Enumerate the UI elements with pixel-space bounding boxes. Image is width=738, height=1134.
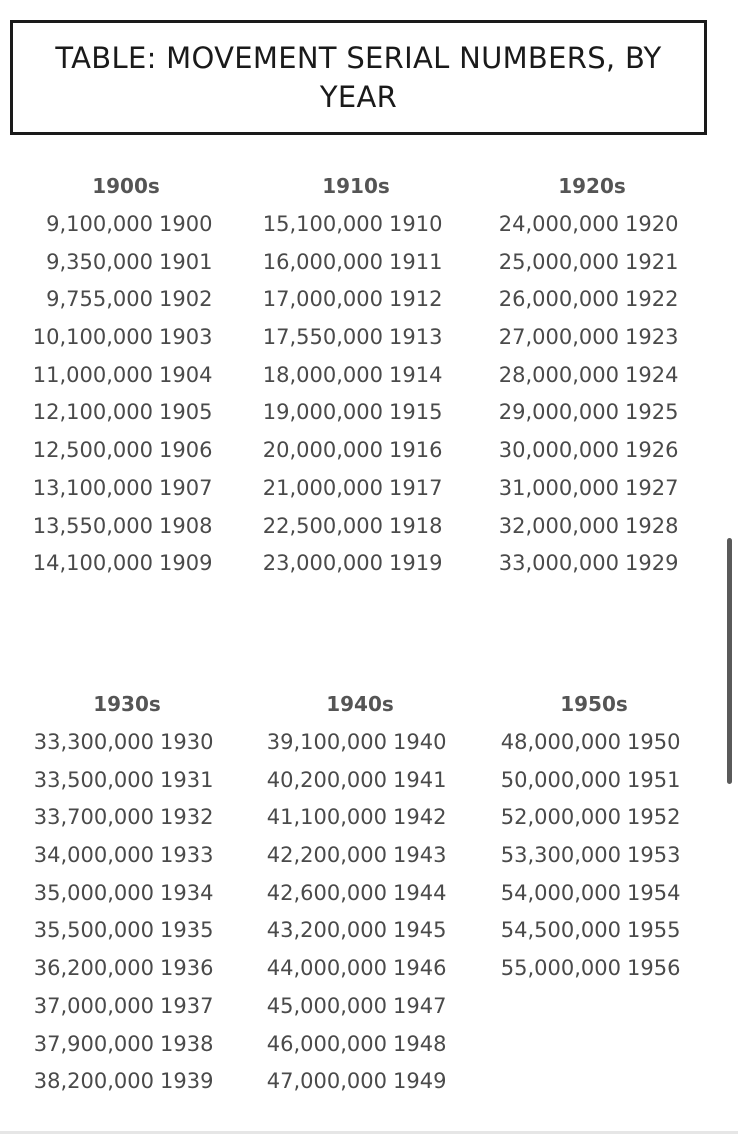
year-value: 1931 bbox=[160, 767, 214, 792]
year-value: 1935 bbox=[160, 918, 214, 943]
serial-number: 12,500,000 bbox=[32, 438, 153, 463]
year-value: 1954 bbox=[627, 880, 681, 905]
table-row bbox=[11, 436, 241, 474]
year-value: 1936 bbox=[160, 956, 214, 981]
year-value: 1950 bbox=[627, 730, 681, 754]
serial-number: 16,000,000 bbox=[262, 249, 383, 274]
decade-rows bbox=[241, 210, 471, 587]
serial-number: 54,000,000 bbox=[500, 880, 621, 905]
year-value: 1927 bbox=[625, 475, 679, 500]
decade-heading: 1950s bbox=[560, 692, 628, 716]
year-value: 1916 bbox=[389, 438, 443, 463]
serial-number: 35,000,000 bbox=[33, 880, 154, 905]
serial-number: 13,550,000 bbox=[32, 513, 153, 538]
table-row bbox=[245, 916, 475, 954]
serial-number: 55,000,000 bbox=[500, 956, 621, 981]
serial-number: 20,000,000 bbox=[262, 438, 383, 463]
year-value: 1900 bbox=[159, 212, 213, 236]
serial-number: 35,500,000 bbox=[33, 918, 154, 943]
year-value: 1907 bbox=[159, 475, 213, 500]
serial-number: 9,755,000 bbox=[46, 287, 153, 312]
table-row bbox=[479, 879, 709, 917]
serial-number: 41,100,000 bbox=[266, 805, 387, 830]
serial-number: 36,200,000 bbox=[33, 956, 154, 981]
year-value: 1912 bbox=[389, 287, 443, 312]
year-value: 1948 bbox=[393, 1031, 447, 1056]
decade-heading: 1910s bbox=[322, 174, 390, 198]
serial-number: 40,200,000 bbox=[266, 767, 387, 792]
year-value: 1910 bbox=[389, 212, 443, 236]
year-value: 1918 bbox=[389, 513, 443, 538]
serial-number: 47,000,000 bbox=[266, 1069, 387, 1094]
year-value: 1922 bbox=[625, 287, 679, 312]
serial-number: 9,350,000 bbox=[46, 249, 153, 274]
year-value: 1915 bbox=[389, 400, 443, 425]
serial-number: 33,500,000 bbox=[33, 767, 154, 792]
table-row bbox=[477, 474, 707, 512]
year-value: 1939 bbox=[160, 1069, 214, 1094]
year-value: 1901 bbox=[159, 249, 213, 274]
year-value: 1934 bbox=[160, 880, 214, 905]
table-row bbox=[479, 841, 709, 879]
table-row bbox=[11, 248, 241, 286]
year-value: 1942 bbox=[393, 805, 447, 830]
year-value: 1902 bbox=[159, 287, 213, 312]
serial-number: 24,000,000 bbox=[498, 212, 619, 236]
decade-rows bbox=[477, 210, 707, 587]
table-row bbox=[477, 323, 707, 361]
table-row bbox=[241, 436, 471, 474]
table-row bbox=[12, 992, 242, 1030]
serial-number: 37,000,000 bbox=[33, 993, 154, 1018]
year-value: 1904 bbox=[159, 362, 213, 387]
year-value: 1909 bbox=[159, 551, 213, 576]
table-row bbox=[245, 766, 475, 804]
table-row bbox=[11, 549, 241, 587]
serial-number: 9,100,000 bbox=[46, 212, 153, 236]
table-row bbox=[12, 879, 242, 917]
table-row bbox=[245, 992, 475, 1030]
year-value: 1938 bbox=[160, 1031, 214, 1056]
year-value: 1933 bbox=[160, 843, 214, 868]
serial-number: 30,000,000 bbox=[498, 438, 619, 463]
table-row bbox=[477, 248, 707, 286]
table-row bbox=[245, 728, 475, 766]
table-row bbox=[245, 954, 475, 992]
serial-number: 19,000,000 bbox=[262, 400, 383, 425]
serial-number: 42,600,000 bbox=[266, 880, 387, 905]
year-value: 1943 bbox=[393, 843, 447, 868]
table-row bbox=[12, 954, 242, 992]
serial-number: 21,000,000 bbox=[262, 475, 383, 500]
year-value: 1919 bbox=[389, 551, 443, 576]
year-value: 1949 bbox=[393, 1069, 447, 1094]
decade-rows bbox=[245, 728, 475, 1105]
year-value: 1956 bbox=[627, 956, 681, 981]
year-value: 1952 bbox=[627, 805, 681, 830]
table-row bbox=[245, 1067, 475, 1105]
year-value: 1953 bbox=[627, 843, 681, 868]
serial-number: 53,300,000 bbox=[500, 843, 621, 868]
serial-number: 26,000,000 bbox=[498, 287, 619, 312]
table-row bbox=[241, 285, 471, 323]
year-value: 1941 bbox=[393, 767, 447, 792]
table-row bbox=[241, 474, 471, 512]
table-row bbox=[245, 841, 475, 879]
table-row bbox=[11, 398, 241, 436]
year-value: 1951 bbox=[627, 767, 681, 792]
serial-number: 15,100,000 bbox=[262, 212, 383, 236]
table-row bbox=[12, 728, 242, 766]
serial-number: 50,000,000 bbox=[500, 767, 621, 792]
serial-number: 39,100,000 bbox=[266, 730, 387, 754]
table-title-box bbox=[10, 20, 707, 135]
table-row bbox=[245, 803, 475, 841]
serial-number: 54,500,000 bbox=[500, 918, 621, 943]
serial-number: 14,100,000 bbox=[32, 551, 153, 576]
year-value: 1925 bbox=[625, 400, 679, 425]
table-row bbox=[12, 916, 242, 954]
table-row bbox=[477, 361, 707, 399]
serial-number: 31,000,000 bbox=[498, 475, 619, 500]
year-value: 1937 bbox=[160, 993, 214, 1018]
table-row bbox=[479, 916, 709, 954]
decade-rows bbox=[12, 728, 242, 1105]
year-value: 1945 bbox=[393, 918, 447, 943]
year-value: 1940 bbox=[393, 730, 447, 754]
serial-number: 46,000,000 bbox=[266, 1031, 387, 1056]
year-value: 1946 bbox=[393, 956, 447, 981]
year-value: 1929 bbox=[625, 551, 679, 576]
table-row bbox=[12, 1030, 242, 1068]
table-row bbox=[477, 549, 707, 587]
year-value: 1955 bbox=[627, 918, 681, 943]
year-value: 1920 bbox=[625, 212, 679, 236]
serial-number: 18,000,000 bbox=[262, 362, 383, 387]
table-row bbox=[477, 210, 707, 248]
serial-number: 13,100,000 bbox=[32, 475, 153, 500]
year-value: 1947 bbox=[393, 993, 447, 1018]
table-title: TABLE: MOVEMENT SERIAL NUMBERS, BY YEAR bbox=[55, 40, 662, 114]
table-row bbox=[11, 474, 241, 512]
year-value: 1903 bbox=[159, 325, 213, 350]
year-value: 1944 bbox=[393, 880, 447, 905]
scrollbar-thumb[interactable] bbox=[727, 538, 732, 784]
year-value: 1905 bbox=[159, 400, 213, 425]
table-row bbox=[479, 954, 709, 992]
table-row bbox=[241, 549, 471, 587]
table-row bbox=[241, 398, 471, 436]
table-row bbox=[477, 512, 707, 550]
serial-number: 38,200,000 bbox=[33, 1069, 154, 1094]
serial-number: 32,000,000 bbox=[498, 513, 619, 538]
serial-number: 23,000,000 bbox=[262, 551, 383, 576]
decade-rows bbox=[11, 210, 241, 587]
table-row bbox=[241, 210, 471, 248]
table-row bbox=[241, 323, 471, 361]
year-value: 1930 bbox=[160, 730, 214, 754]
table-row bbox=[479, 803, 709, 841]
table-row bbox=[12, 1067, 242, 1105]
table-row bbox=[241, 248, 471, 286]
table-row bbox=[241, 361, 471, 399]
table-row bbox=[241, 512, 471, 550]
serial-number: 28,000,000 bbox=[498, 362, 619, 387]
table-row bbox=[12, 841, 242, 879]
table-row bbox=[245, 879, 475, 917]
table-row bbox=[11, 512, 241, 550]
year-value: 1914 bbox=[389, 362, 443, 387]
serial-number: 22,500,000 bbox=[262, 513, 383, 538]
serial-number: 25,000,000 bbox=[498, 249, 619, 274]
year-value: 1932 bbox=[160, 805, 214, 830]
year-value: 1911 bbox=[389, 249, 443, 274]
serial-number: 37,900,000 bbox=[33, 1031, 154, 1056]
serial-number: 10,100,000 bbox=[32, 325, 153, 350]
year-value: 1913 bbox=[389, 325, 443, 350]
serial-number: 42,200,000 bbox=[266, 843, 387, 868]
serial-number: 17,550,000 bbox=[262, 325, 383, 350]
serial-number: 43,200,000 bbox=[266, 918, 387, 943]
serial-number: 45,000,000 bbox=[266, 993, 387, 1018]
serial-number: 34,000,000 bbox=[33, 843, 154, 868]
table-row bbox=[11, 361, 241, 399]
serial-number: 52,000,000 bbox=[500, 805, 621, 830]
serial-number: 33,000,000 bbox=[498, 551, 619, 576]
serial-number: 29,000,000 bbox=[498, 400, 619, 425]
serial-number: 44,000,000 bbox=[266, 956, 387, 981]
table-row bbox=[11, 285, 241, 323]
decade-heading: 1920s bbox=[558, 174, 626, 198]
table-row bbox=[479, 728, 709, 766]
serial-number: 33,300,000 bbox=[33, 730, 154, 754]
decade-heading: 1940s bbox=[326, 692, 394, 716]
year-value: 1917 bbox=[389, 475, 443, 500]
table-row bbox=[12, 803, 242, 841]
serial-number: 33,700,000 bbox=[33, 805, 154, 830]
serial-number: 48,000,000 bbox=[500, 730, 621, 754]
serial-number: 27,000,000 bbox=[498, 325, 619, 350]
table-row bbox=[11, 210, 241, 248]
year-value: 1923 bbox=[625, 325, 679, 350]
table-row bbox=[477, 436, 707, 474]
table-row bbox=[11, 323, 241, 361]
year-value: 1921 bbox=[625, 249, 679, 274]
table-row bbox=[477, 285, 707, 323]
table-row bbox=[479, 766, 709, 804]
year-value: 1924 bbox=[625, 362, 679, 387]
decade-heading: 1930s bbox=[93, 692, 161, 716]
table-row bbox=[245, 1030, 475, 1068]
decade-heading: 1900s bbox=[92, 174, 160, 198]
decade-rows bbox=[479, 728, 709, 992]
year-value: 1908 bbox=[159, 513, 213, 538]
table-row bbox=[477, 398, 707, 436]
table-row bbox=[12, 766, 242, 804]
serial-number: 12,100,000 bbox=[32, 400, 153, 425]
serial-number: 17,000,000 bbox=[262, 287, 383, 312]
year-value: 1906 bbox=[159, 438, 213, 463]
year-value: 1926 bbox=[625, 438, 679, 463]
year-value: 1928 bbox=[625, 513, 679, 538]
serial-number: 11,000,000 bbox=[32, 362, 153, 387]
